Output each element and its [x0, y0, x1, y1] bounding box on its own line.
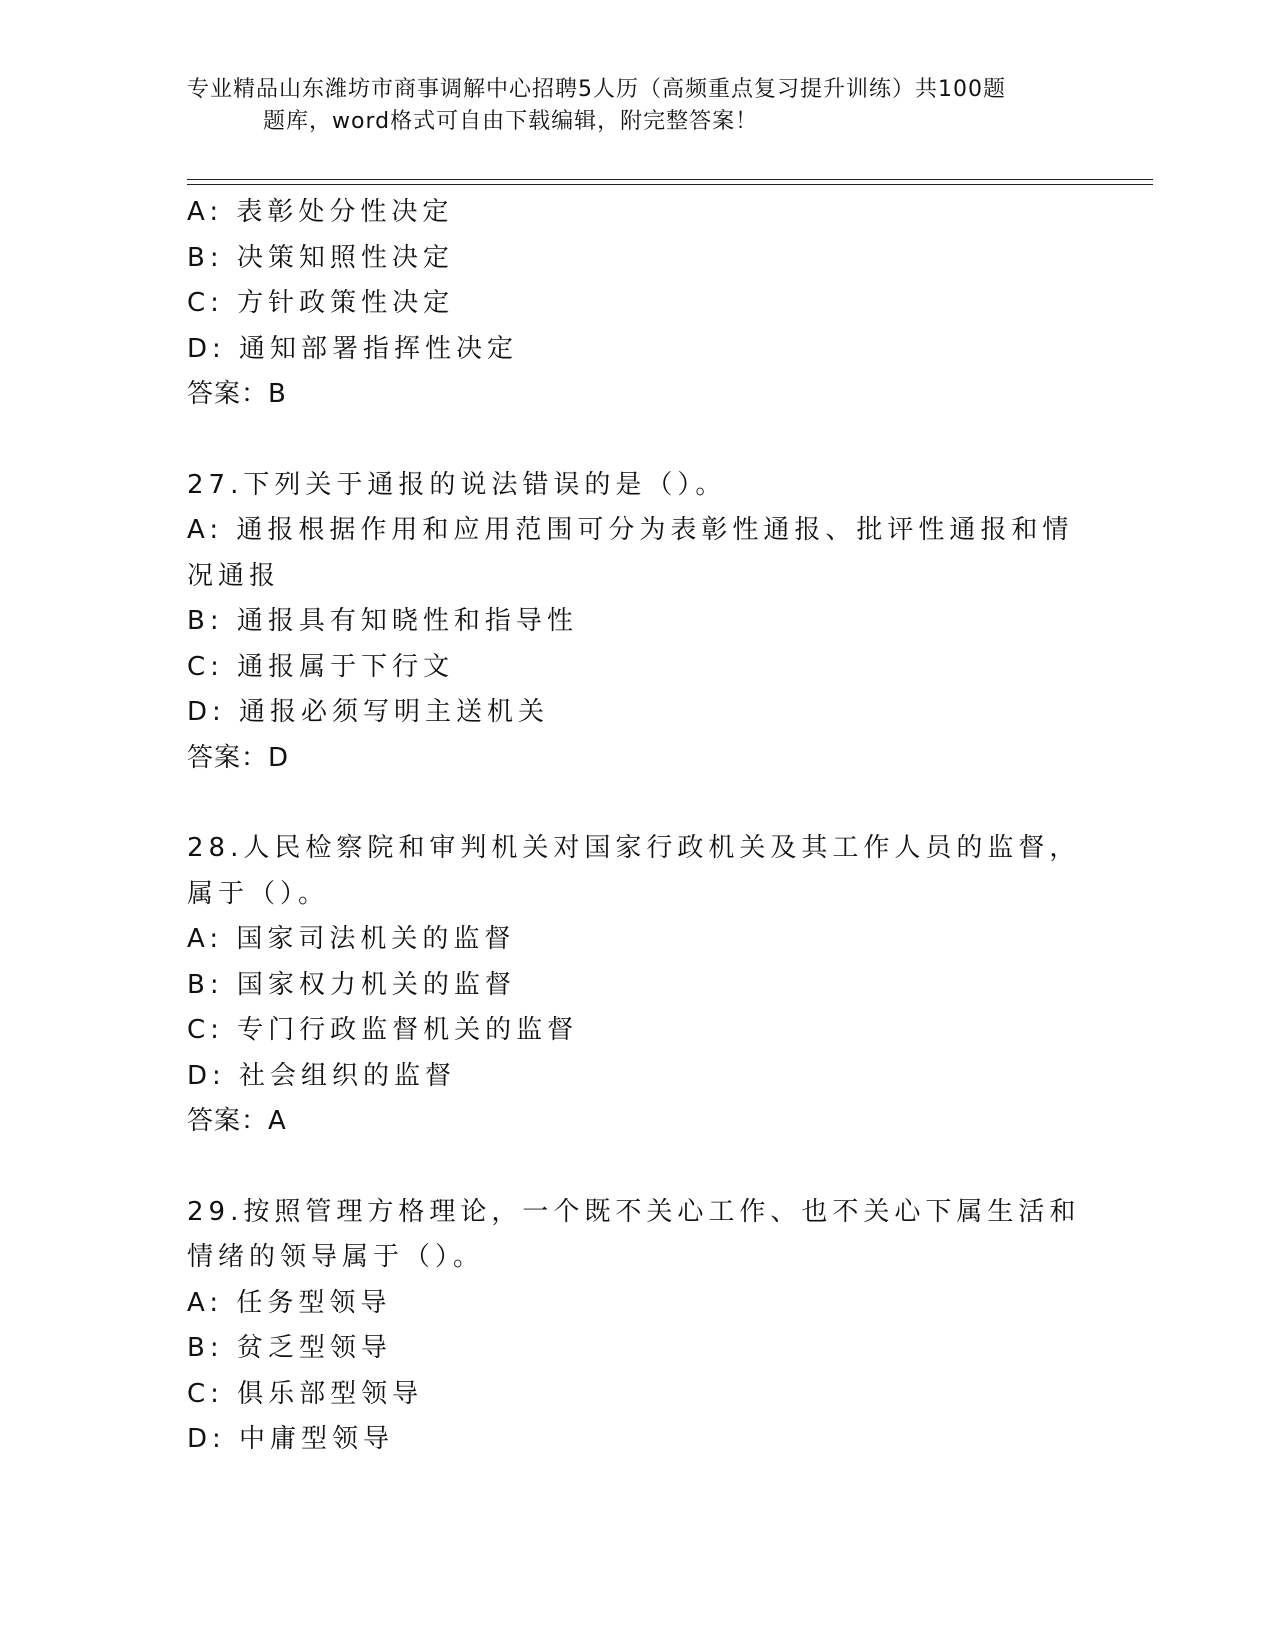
option-b: B: 贫乏型领导 [187, 1333, 392, 1363]
option-d: D: 通知部署指挥性决定 [187, 333, 519, 364]
option-a: A: 表彰处分性决定 [187, 197, 454, 227]
question-28 [187, 826, 1087, 1145]
question-stem: 28.人民检察院和审判机关对国家行政机关及其工作人员的监督，属于（）。 [187, 833, 1081, 909]
option-a: A: 国家司法机关的监督 [187, 924, 516, 954]
page-header [187, 74, 1087, 138]
option-c: C: 专门行政监督机关的监督 [187, 1015, 579, 1045]
question-29 [187, 1190, 1087, 1463]
question-stem: 27.下列关于通报的说法错误的是（）。 [187, 469, 727, 500]
header-line-2: 题库，word格式可自由下载编辑，附完整答案！ [263, 109, 759, 134]
option-d: D: 中庸型领导 [187, 1424, 395, 1454]
option-c: C: 通报属于下行文 [187, 651, 455, 682]
header-rule-top [187, 179, 1153, 180]
answer: 答案：D [187, 742, 290, 773]
option-b: B: 决策知照性决定 [187, 242, 454, 273]
answer: 答案：A [187, 1106, 287, 1136]
header-rule-bottom [187, 184, 1153, 185]
question-list [187, 190, 1087, 1463]
header-line-1: 专业精品山东潍坊市商事调解中心招聘5人历（高频重点复习提升训练）共100题 [187, 77, 1006, 102]
option-b: B: 国家权力机关的监督 [187, 969, 516, 1000]
option-c: C: 俱乐部型领导 [187, 1378, 424, 1409]
option-d: D: 通报必须写明主送机关 [187, 697, 550, 727]
question-26-continued [187, 190, 1087, 418]
question-27 [187, 463, 1087, 782]
option-a: A: 通报根据作用和应用范围可分为表彰性通报、批评性通报和情况通报 [187, 515, 1074, 591]
answer: 答案：B [187, 379, 287, 409]
option-b: B: 通报具有知晓性和指导性 [187, 606, 578, 636]
question-stem: 29.按照管理方格理论，一个既不关心工作、也不关心下属生活和情绪的领导属于（）。 [187, 1196, 1081, 1272]
option-c: C: 方针政策性决定 [187, 288, 455, 318]
option-d: D: 社会组织的监督 [187, 1060, 457, 1091]
option-a: A: 任务型领导 [187, 1287, 392, 1318]
